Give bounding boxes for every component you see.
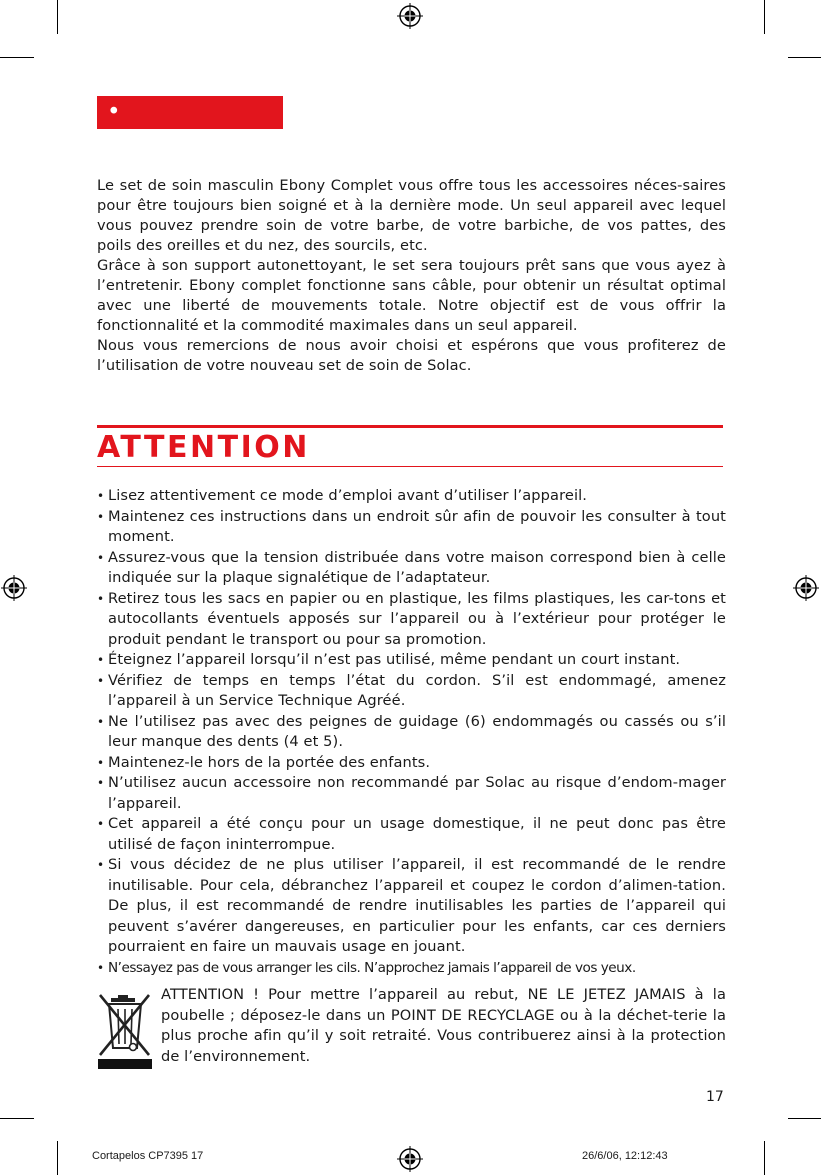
print-slug-file: Cortapelos CP7395 17 (92, 1150, 204, 1162)
language-badge: • FRANÇAISE (97, 96, 283, 129)
safety-item: • Lisez attentivement ce mode d’emploi avant d’utiliser l’appareil. (97, 486, 726, 507)
safety-item: • N’essayez pas de vous arranger les cils. N’approchez jamais l’appareil de vos yeux. (97, 958, 726, 979)
safety-list (97, 486, 726, 978)
section-rule (97, 466, 723, 467)
crop-mark (57, 1141, 58, 1175)
registration-mark-icon (793, 575, 819, 601)
safety-item: • Ne l’utilisez pas avec des peignes de guidage (6) endommagés ou cassés ou s’il leur manque des dents (4 et 5). (97, 712, 726, 753)
attention-heading: ATTENTION (97, 430, 310, 465)
registration-mark-icon (397, 3, 423, 29)
safety-item: • Vérifiez de temps en temps l’état du cordon. S’il est endommagé, amenez l’appareil à un Service Technique Agréé. (97, 671, 726, 712)
registration-mark-icon (1, 575, 27, 601)
crop-mark (788, 57, 821, 58)
intro-section (97, 176, 726, 376)
intro-paragraph: Grâce à son support autonettoyant, le set sera toujours prêt sans que vous ayez à l’entretenir. Ebony complet fonctionne sans câble, pour obtenir un résultat optimal avec une liberté de mouvements totale. Notre objectif est de vous offrir la fonctionnalité et la commodité maximales dans un seul appareil. (97, 257, 726, 334)
crop-mark (788, 1118, 821, 1119)
safety-item: • N’utilisez aucun accessoire non recommandé par Solac au risque d’endom-mager l’appareil. (97, 773, 726, 814)
crop-mark (0, 1118, 34, 1119)
recycling-notice: ATTENTION ! Pour mettre l’appareil au rebut, NE LE JETEZ JAMAIS à la poubelle ; déposez-le dans un POINT DE RECYCLAGE ou à la déchet-terie la plus proche afin qu’il y soit retraité. Vous contribuerez ainsi à la protection de l’environnement. (161, 986, 726, 1065)
crop-mark (764, 0, 765, 34)
safety-item: • Si vous décidez de ne plus utiliser l’appareil, il est recommandé de le rendre inutilisable. Pour cela, débranchez l’appareil et coupez le cordon d’alimen-tation. De plus, il est recommandé de rendre inutilisables les parties de l’appareil qui peuvent s’avérer dangereuses, en particulier pour les enfants, car ces derniers pourraient en faire un mauvais usage en jouant. (97, 855, 726, 958)
crop-mark (0, 57, 34, 58)
section-rule (97, 425, 723, 428)
crop-mark (57, 0, 58, 34)
safety-item: • Maintenez-le hors de la portée des enfants. (97, 753, 726, 774)
safety-item: • Maintenez ces instructions dans un endroit sûr afin de pouvoir les consulter à tout moment. (97, 507, 726, 548)
safety-item: • Retirez tous les sacs en papier ou en plastique, les films plastiques, les car-tons et autocollants éventuels apposés sur l’appareil ou à l’extérieur pour protéger le produit pendant le transport ou pour sa promotion. (97, 589, 726, 651)
safety-item: • Éteignez l’appareil lorsqu’il n’est pas utilisé, même pendant un court instant. (97, 650, 726, 671)
safety-item: • Cet appareil a été conçu pour un usage domestique, il ne peut donc pas être utilisé de façon ininterrompue. (97, 814, 726, 855)
intro-paragraph: Nous vous remercions de nous avoir choisi et espérons que vous profiterez de l’utilisation de votre nouveau set de soin de Solac. (97, 337, 726, 374)
crop-mark (764, 1141, 765, 1175)
crossed-out-wheelie-bin-icon (97, 992, 153, 1070)
registration-mark-icon (397, 1146, 423, 1172)
print-slug-timestamp: 26/6/06, 12:12:43 (582, 1150, 668, 1162)
safety-item: • Assurez-vous que la tension distribuée dans votre maison correspond bien à celle indiquée sur la plaque signalétique de l’adaptateur. (97, 548, 726, 589)
page-number: 17 (706, 1089, 724, 1105)
intro-paragraph: Le set de soin masculin Ebony Complet vous offre tous les accessoires néces-saires pour être toujours bien soigné et à la dernière mode. Un seul appareil avec lequel vous pouvez prendre soin de votre barbe, de votre barbiche, de vos pattes, des poils des oreilles et du nez, des sourcils, etc. (97, 177, 726, 254)
